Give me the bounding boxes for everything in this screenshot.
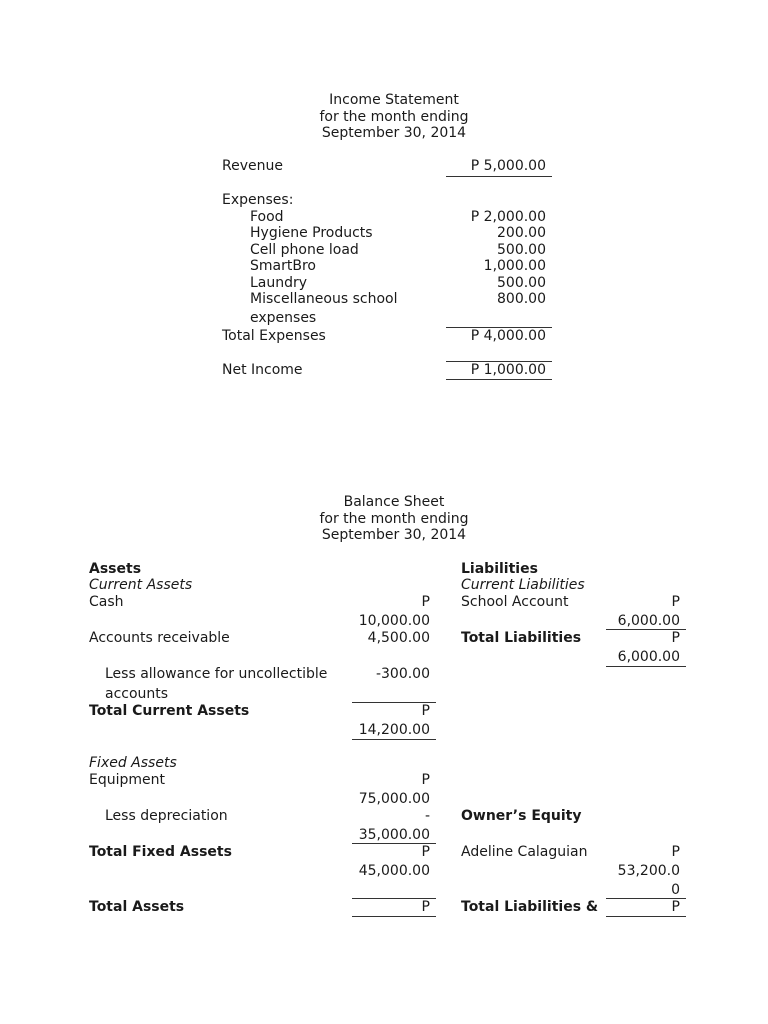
expense-item-misc: Miscellaneous school	[250, 291, 398, 307]
income-date: September 30, 2014	[321, 125, 467, 141]
accounts-receivable-label: Accounts receivable	[89, 630, 230, 646]
total-liabilities-equity-currency: P	[671, 899, 680, 915]
equipment-currency: P	[421, 772, 430, 788]
equipment-label: Equipment	[89, 772, 165, 788]
total-liabilities-equity-label: Total Liabilities &	[461, 899, 599, 915]
total-current-assets-label: Total Current Assets	[89, 703, 250, 719]
total-expenses-value: P 4,000.00	[470, 328, 546, 344]
net-income-label: Net Income	[222, 362, 303, 378]
owner-equity-value-cont: 0	[671, 882, 680, 898]
revenue-label: Revenue	[222, 158, 283, 174]
expense-value-misc: 800.00	[497, 291, 546, 307]
owner-equity-currency: P	[671, 844, 680, 860]
total-current-assets-underline	[352, 739, 436, 740]
expense-item-food: Food	[250, 209, 284, 225]
total-fixed-assets-currency: P	[421, 844, 430, 860]
net-income-value: P 1,000.00	[470, 362, 546, 378]
income-title: Income Statement	[329, 92, 459, 108]
balance-title: Balance Sheet	[343, 494, 445, 510]
total-expenses-label: Total Expenses	[222, 328, 326, 344]
total-assets-underline	[352, 916, 436, 917]
total-current-assets-value: 14,200.00	[358, 722, 430, 738]
total-liabilities-currency: P	[671, 630, 680, 646]
expense-value-laundry: 500.00	[497, 275, 546, 291]
depreciation-label: Less depreciation	[105, 808, 228, 824]
owner-name-label: Adeline Calaguian	[461, 844, 588, 860]
school-account-currency: P	[671, 594, 680, 610]
balance-date: September 30, 2014	[321, 527, 467, 543]
expense-value-cellphone: 500.00	[497, 242, 546, 258]
expense-item-misc-cont: expenses	[250, 310, 317, 326]
cash-value: 10,000.00	[358, 613, 430, 629]
school-account-label: School Account	[461, 594, 569, 610]
school-account-value: 6,000.00	[617, 613, 680, 629]
equipment-value: 75,000.00	[358, 791, 430, 807]
allowance-value: -300.00	[375, 666, 430, 682]
accounts-receivable-value: 4,500.00	[367, 630, 430, 646]
income-period: for the month ending	[319, 109, 469, 125]
owners-equity-heading: Owner’s Equity	[461, 808, 582, 824]
expense-item-hygiene: Hygiene Products	[250, 225, 373, 241]
expense-value-smartbro: 1,000.00	[483, 258, 546, 274]
allowance-label-cont: accounts	[105, 686, 169, 702]
expenses-label: Expenses:	[222, 192, 294, 208]
owner-equity-value: 53,200.0	[617, 863, 680, 879]
expense-value-hygiene: 200.00	[497, 225, 546, 241]
current-assets-heading: Current Assets	[89, 577, 193, 593]
fixed-assets-heading: Fixed Assets	[89, 755, 177, 771]
expense-item-smartbro: SmartBro	[250, 258, 316, 274]
net-income-underline	[446, 379, 552, 380]
assets-heading: Assets	[89, 561, 142, 577]
allowance-label: Less allowance for uncollectible	[105, 666, 328, 682]
total-assets-currency: P	[421, 899, 430, 915]
depreciation-sign: -	[424, 808, 430, 824]
total-liabilities-equity-underline	[606, 916, 686, 917]
expense-item-laundry: Laundry	[250, 275, 308, 291]
revenue-value: P 5,000.00	[470, 158, 546, 174]
current-liabilities-heading: Current Liabilities	[461, 577, 585, 593]
total-fixed-assets-value: 45,000.00	[358, 863, 430, 879]
revenue-underline	[446, 176, 552, 177]
total-assets-label: Total Assets	[89, 899, 185, 915]
expense-value-food: P 2,000.00	[470, 209, 546, 225]
expense-item-cellphone: Cell phone load	[250, 242, 359, 258]
total-liabilities-value: 6,000.00	[617, 649, 680, 665]
cash-label: Cash	[89, 594, 124, 610]
total-current-assets-currency: P	[421, 703, 430, 719]
total-fixed-assets-label: Total Fixed Assets	[89, 844, 232, 860]
depreciation-value: 35,000.00	[358, 827, 430, 843]
balance-period: for the month ending	[319, 511, 469, 527]
cash-currency: P	[421, 594, 430, 610]
total-liabilities-underline	[606, 666, 686, 667]
total-liabilities-label: Total Liabilities	[461, 630, 582, 646]
liabilities-heading: Liabilities	[461, 561, 538, 577]
